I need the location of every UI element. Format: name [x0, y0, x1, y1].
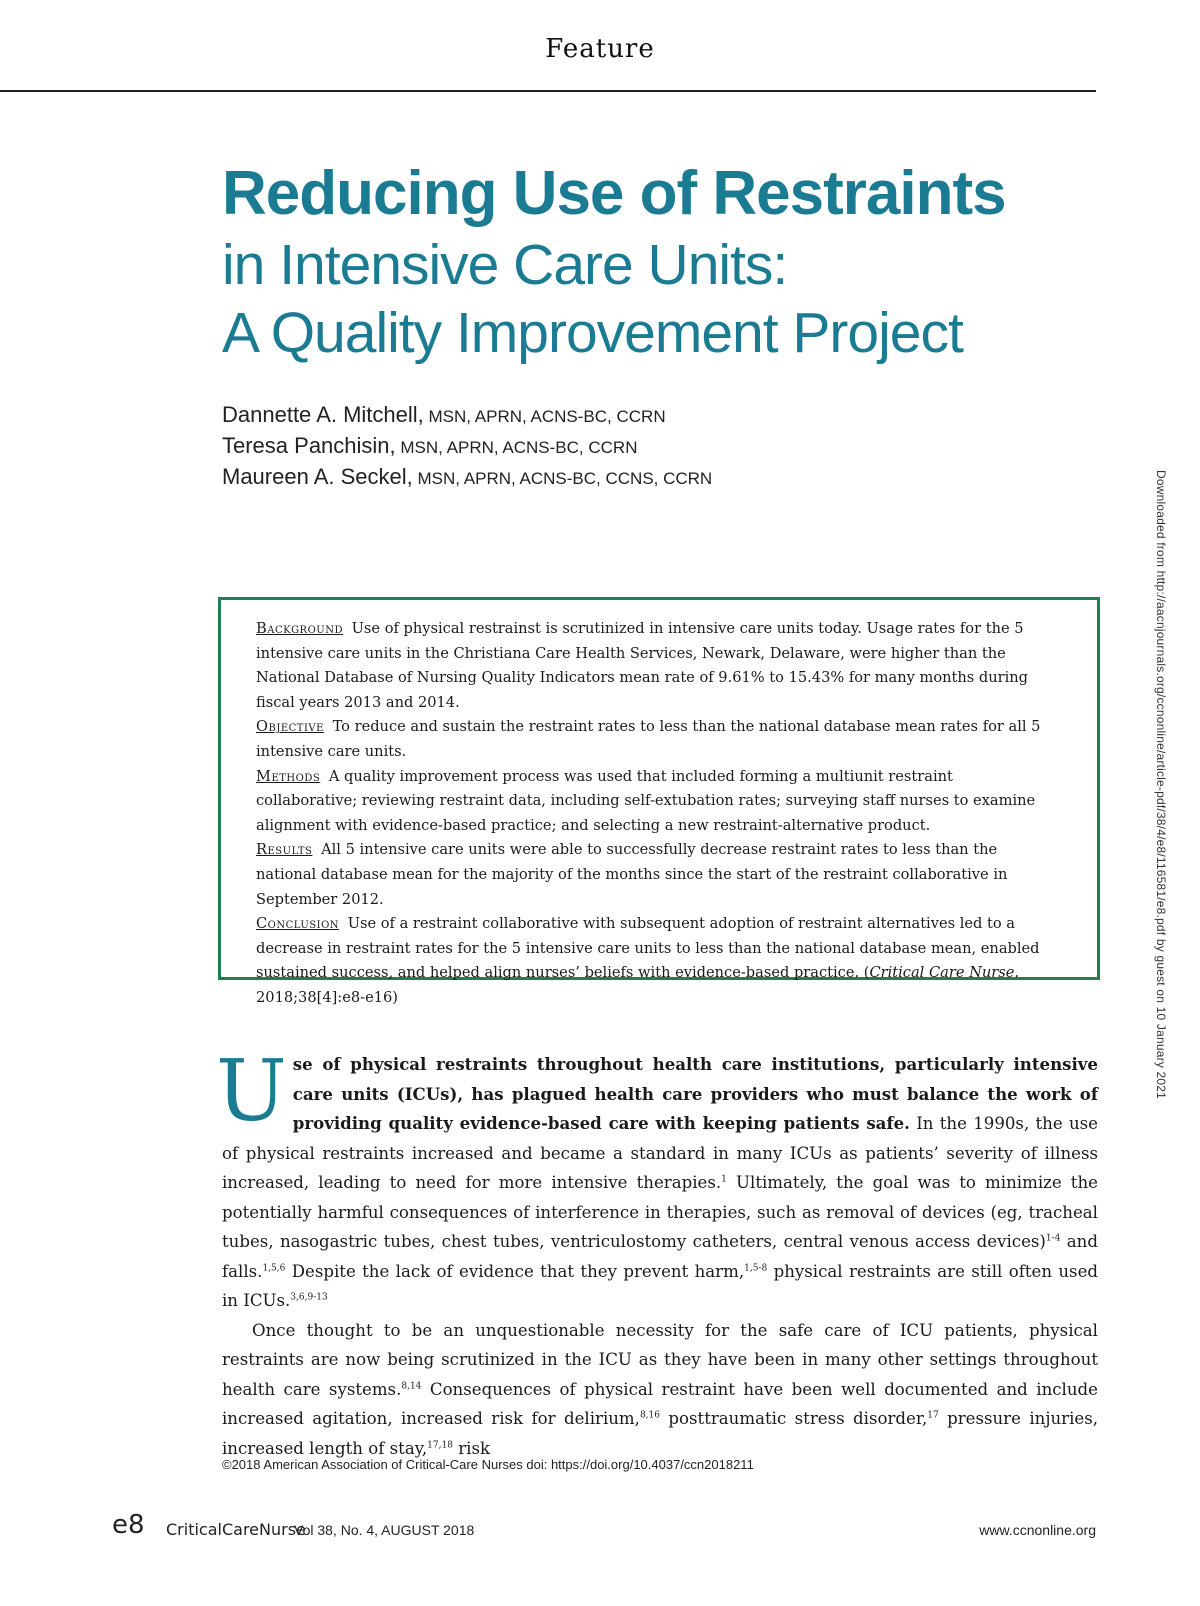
abstract-background	[256, 617, 1056, 715]
body-text-run: risk	[452, 1438, 491, 1458]
download-note-text: Downloaded from http://aacnjournals.org/ccnonline/article-pdf/38/4/e8/116581/e8.pdf by guest on 10 January 2021	[1154, 470, 1168, 1100]
reference-superscript: 1-4	[1045, 1233, 1061, 1244]
copyright-notice: ©2018 American Association of Critical-Care Nurses doi: https://doi.org/10.4037/ccn2018211	[222, 1457, 754, 1472]
reference-superscript: 1,5,6	[262, 1262, 286, 1273]
body-paragraph-1	[216, 1042, 1099, 1316]
abstract-label: Results	[256, 841, 313, 859]
title-line-3: A Quality Improvement Project	[222, 301, 963, 365]
author-name: Dannette A. Mitchell,	[222, 402, 424, 427]
abstract-objective	[256, 715, 1056, 764]
body-paragraph-2	[222, 1316, 1098, 1464]
drop-cap: U	[216, 1042, 287, 1140]
author-list	[222, 400, 712, 493]
issue-info: Vol 38, No. 4, AUGUST 2018	[294, 1522, 475, 1538]
body-text-run: Despite the lack of evidence that they prevent harm,	[285, 1261, 745, 1281]
body-text-run: In the 1990s, the use of physical restraints increased and became a standard in many ICUs as patients’ severity of illness increased, leading to need for more intensive therapies.	[222, 1114, 1099, 1192]
title-line-2: in Intensive Care Units:	[222, 233, 788, 297]
journal-citation-italic: Critical Care Nurse.	[869, 964, 1020, 982]
body-text-run: Once thought to be an unquestionable necessity for the safe care of ICU patients, physical restraints are now being scrutinized in the ICU as they have been in many other settings throughout health care systems.	[222, 1320, 1098, 1399]
download-note	[1146, 470, 1176, 1120]
article-body	[216, 1042, 1099, 1463]
abstract-methods	[256, 765, 1056, 839]
reference-superscript: 8,16	[639, 1410, 660, 1421]
author-credentials: MSN, APRN, ACNS-BC, CCRN	[423, 407, 666, 426]
page-number: e8	[112, 1510, 145, 1540]
section-label: Feature	[545, 34, 655, 64]
reference-superscript: 17,18	[427, 1439, 453, 1450]
header-rule	[0, 90, 1096, 92]
author-3	[222, 462, 712, 493]
abstract	[256, 617, 1056, 1011]
abstract-text: All 5 intensive care units were able to successfully decrease restraint rates to less than the national database mean for the majority of the months since the start of the restraint collaborative in September 2012.	[256, 841, 1008, 908]
abstract-label: Methods	[256, 767, 321, 785]
author-name: Teresa Panchisin,	[222, 433, 396, 458]
abstract-text: A quality improvement process was used that included forming a multiunit restraint collaborative; reviewing restraint data, including self-extubation rates; surveying staff nurses to examine alignment with evidence-based practice; and selecting a new restraint-alternative product.	[256, 767, 1036, 834]
abstract-conclusion	[256, 912, 1056, 1010]
author-credentials: MSN, APRN, ACNS-BC, CCRN	[395, 438, 638, 457]
body-text-run: physical restraints are still often used in ICUs.	[222, 1261, 1099, 1310]
abstract-text: Use of physical restrainst is scrutinized in intensive care units today. Usage rates for the 5 intensive care units in the Christiana Care Health Services, Newark, Delaware, were higher than the National Database of Nursing Quality Indicators mean rate of 9.61% to 15.43% for many months during fiscal years 2013 and 2014.	[256, 620, 1029, 711]
author-name: Maureen A. Seckel,	[222, 464, 413, 489]
title-line-1: Reducing Use of Restraints	[222, 159, 1006, 228]
author-1	[222, 400, 712, 431]
journal-website: www.ccnonline.org	[979, 1522, 1096, 1538]
body-text-run: Ultimately, the goal was to minimize the potentially harmful consequences of interference in therapies, such as removal of devices (eg, tracheal tubes, nasogastric tubes, chest tubes, ventriculostomy catheters, central venous access devices)	[222, 1173, 1098, 1251]
citation-text: 2018;38[4]:e8-e16)	[256, 988, 398, 1006]
abstract-label: Objective	[256, 718, 324, 736]
body-text-run: pressure injuries, increased length of stay,	[222, 1409, 1099, 1458]
abstract-text: To reduce and sustain the restraint rates to less than the national database mean rates for all 5 intensive care units.	[256, 718, 1041, 760]
reference-superscript: 1	[721, 1174, 727, 1185]
abstract-text: Use of a restraint collaborative with subsequent adoption of restraint alternatives led to a decrease in restraint rates for the 5 intensive care units to less than the national database mean, enabled sustained success, and helped align nurses’ beliefs with evidence-based practice. (	[256, 915, 1040, 982]
body-text-run: posttraumatic stress disorder,	[660, 1409, 928, 1428]
journal-name: CriticalCareNurse	[166, 1520, 306, 1539]
page-footer	[112, 1510, 1096, 1550]
author-credentials: MSN, APRN, ACNS-BC, CCNS, CCRN	[412, 469, 713, 488]
body-text-run: Consequences of physical restraint have been well documented and include increased agitation, increased risk for delirium,	[222, 1379, 1098, 1428]
lead-text: se of physical restraints throughout health care institutions, particularly intensive care units (ICUs), has plagued health care providers who must balance the work of providing quality evidence-based care with keeping patients safe.	[292, 1054, 1098, 1133]
reference-superscript: 8,14	[401, 1380, 422, 1391]
reference-superscript: 3,6,9-13	[290, 1292, 328, 1303]
abstract-label: Background	[256, 620, 343, 637]
reference-superscript: 17	[927, 1410, 939, 1421]
abstract-results	[256, 838, 1056, 912]
author-2	[222, 431, 712, 462]
body-text-run: and falls.	[222, 1232, 1098, 1281]
reference-superscript: 1,5-8	[744, 1262, 768, 1273]
abstract-label: Conclusion	[256, 915, 340, 933]
